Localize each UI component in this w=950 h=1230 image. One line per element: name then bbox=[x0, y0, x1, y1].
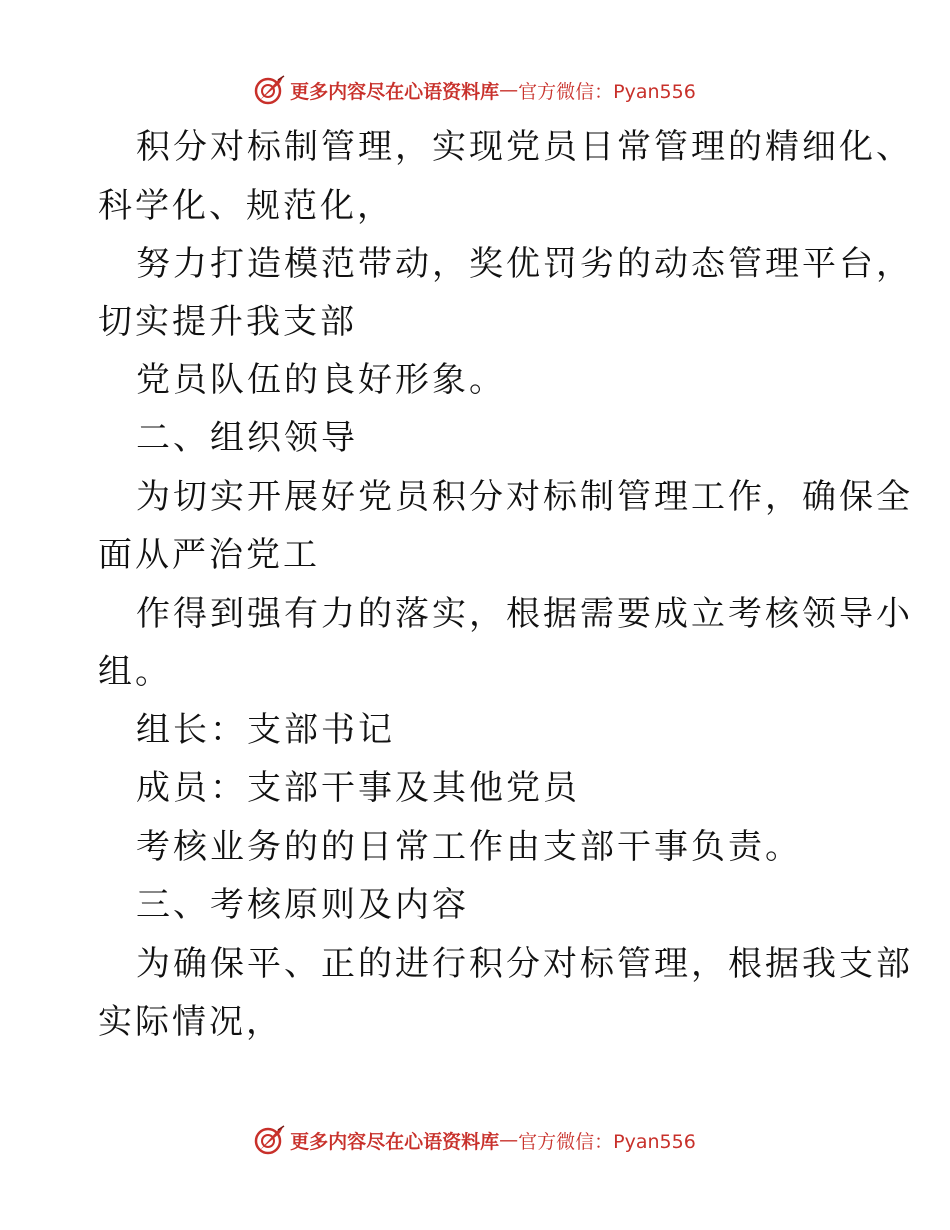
body-line: 作得到强有力的落实，根据需要成立考核领导小 bbox=[136, 594, 913, 634]
body-line: 为确保平、正的进行积分对标管理，根据我支部 bbox=[136, 944, 913, 984]
body-line: 科学化、规范化， bbox=[98, 186, 394, 226]
body-line: 组。 bbox=[98, 652, 172, 692]
body-line: 实际情况， bbox=[98, 1002, 283, 1042]
body-line: 切实提升我支部 bbox=[98, 302, 357, 342]
body-line: 为切实开展好党员积分对标制管理工作，确保全 bbox=[136, 477, 913, 517]
section-heading: 二、组织领导 bbox=[136, 418, 358, 458]
body-line: 党员队伍的良好形象。 bbox=[136, 360, 506, 400]
banner-wechat-text: 官方微信：Pyan556 bbox=[518, 80, 696, 103]
quill-logo-icon bbox=[254, 1124, 286, 1156]
section-heading: 三、考核原则及内容 bbox=[136, 885, 469, 925]
banner-dash: — bbox=[499, 79, 519, 101]
body-line: 成员：支部干事及其他党员 bbox=[136, 768, 580, 808]
footer-banner bbox=[0, 1120, 950, 1160]
banner-wechat-text: 官方微信：Pyan556 bbox=[518, 1130, 696, 1153]
banner-main-text: 更多内容尽在心语资料库 bbox=[290, 80, 500, 103]
body-line: 面从严治党工 bbox=[98, 535, 320, 575]
body-line: 积分对标制管理，实现党员日常管理的精细化、 bbox=[136, 127, 913, 167]
body-line: 努力打造模范带动，奖优罚劣的动态管理平台， bbox=[136, 244, 913, 284]
banner-dash: — bbox=[499, 1129, 519, 1151]
banner-main-text: 更多内容尽在心语资料库 bbox=[290, 1130, 500, 1153]
body-line: 组长：支部书记 bbox=[136, 710, 395, 750]
body-line: 考核业务的的日常工作由支部干事负责。 bbox=[136, 827, 802, 867]
